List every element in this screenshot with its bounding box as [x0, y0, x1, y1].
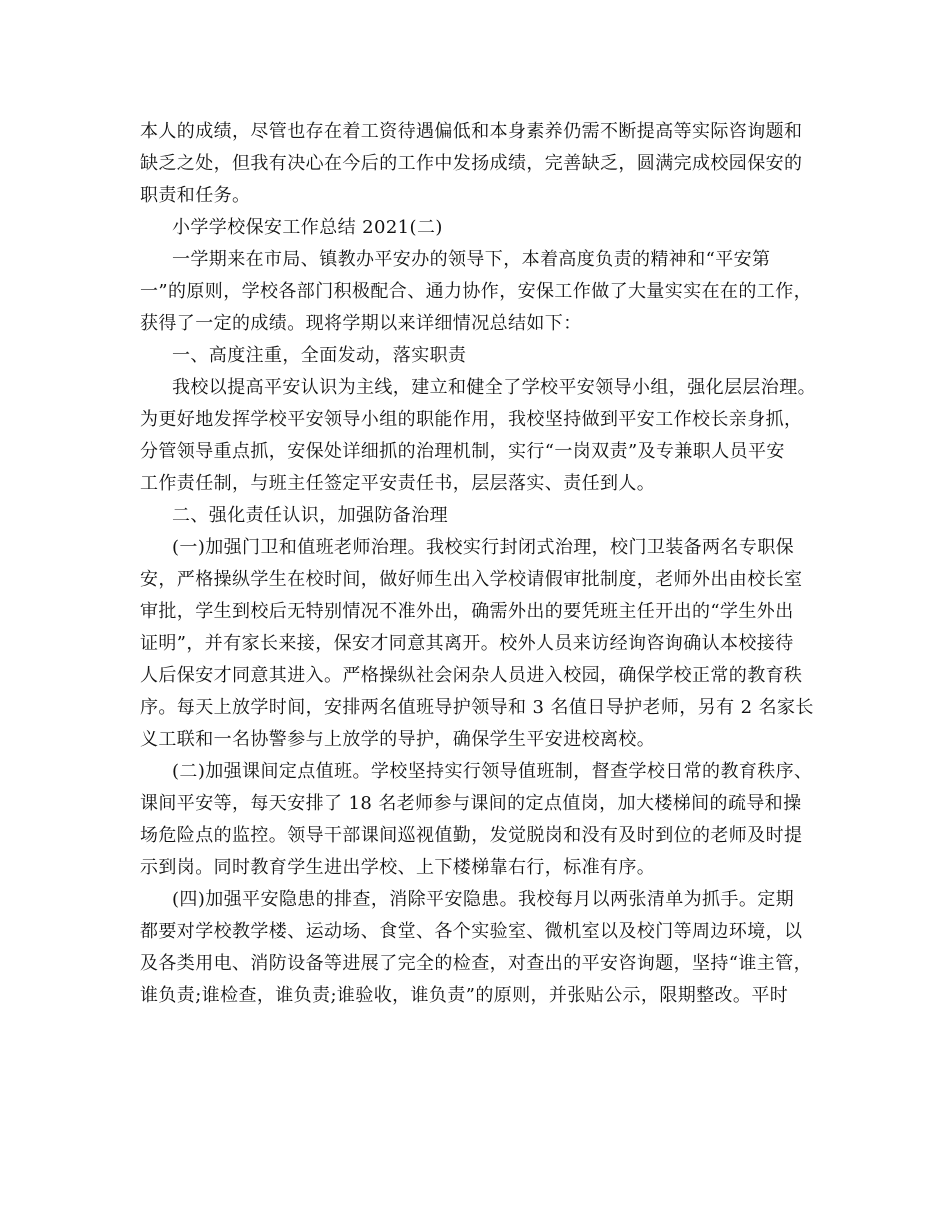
text-line: 一”的原则，学校各部门积极配合、通力协作，安保工作做了大量实实在在的工作， — [140, 281, 812, 302]
text-line: 示到岗。同时教育学生进出学校、上下楼梯靠右行，标准有序。 — [140, 857, 656, 878]
text-line: 一、高度注重，全面发动，落实职责 — [172, 345, 467, 366]
text-line: 证明”，并有家长来接，保安才同意其离开。校外人员来访经询咨询确认本校接待 — [140, 633, 794, 654]
text-line: (二)加强课间定点值班。学校坚持实行领导值班制，督查学校日常的教育秩序、 — [172, 761, 813, 782]
text-line: 获得了一定的成绩。现将学期以来详细情况总结如下： — [140, 313, 582, 334]
text-line: 我校以提高平安认识为主线，建立和健全了学校平安领导小组，强化层层治理。 — [172, 377, 816, 398]
text-line: 工作责任制，与班主任签定平安责任书，层层落实、责任到人。 — [140, 473, 656, 494]
text-line: 谁负责;谁检查，谁负责;谁验收，谁负责”的原则，并张贴公示，限期整改。平时 — [140, 985, 789, 1006]
text-line: 审批，学生到校后无特别情况不准外出，确需外出的要凭班主任开出的“学生外出 — [140, 601, 794, 622]
text-line: 分管领导重点抓，安保处详细抓的治理机制，实行“一岗双责”及专兼职人员平安 — [140, 441, 785, 462]
text-line: 义工联和一名协警参与上放学的导护，确保学生平安进校离校。 — [140, 729, 656, 750]
text-line: 缺乏之处，但我有决心在今后的工作中发扬成绩，完善缺乏，圆满完成校园保安的 — [140, 153, 803, 174]
text-line: 课间平安等，每天安排了 18 名老师参与课间的定点值岗，加大楼梯间的疏导和操 — [140, 793, 802, 814]
text-line: 为更好地发挥学校平安领导小组的职能作用，我校坚持做到平安工作校长亲身抓， — [140, 409, 803, 430]
text-line: 小学学校保安工作总结 2021(二) — [172, 217, 443, 238]
text-line: 场危险点的监控。领导干部课间巡视值勤，发觉脱岗和没有及时到位的老师及时提 — [140, 825, 803, 846]
text-line: (四)加强平安隐患的排查，消除平安隐患。我校每月以两张清单为抓手。定期 — [172, 889, 795, 910]
text-line: 序。每天上放学时间，安排两名值班导护领导和 3 名值日导护老师，另有 2 名家长 — [140, 697, 814, 718]
text-line: 及各类用电、消防设备等进展了完全的检查，对查出的平安咨询题，坚持“谁主管， — [140, 953, 812, 974]
text-line: 人后保安才同意其进入。严格操纵社会闲杂人员进入校园，确保学校正常的教育秩 — [140, 665, 803, 686]
text-line: 一学期来在市局、镇教办平安办的领导下，本着高度负责的精神和“平安第 — [172, 249, 771, 270]
text-line: 安，严格操纵学生在校时间，做好师生出入学校请假审批制度，老师外出由校长室 — [140, 569, 803, 590]
document-body — [140, 116, 820, 1012]
text-line: 都要对学校教学楼、运动场、食堂、各个实验室、微机室以及校门等周边环境，以 — [140, 921, 803, 942]
text-line: 职责和任务。 — [140, 185, 251, 206]
text-line: 二、强化责任认识，加强防备治理 — [172, 505, 448, 526]
text-line: 本人的成绩，尽管也存在着工资待遇偏低和本身素养仍需不断提高等实际咨询题和 — [140, 121, 803, 142]
text-line: (一)加强门卫和值班老师治理。我校实行封闭式治理，校门卫装备两名专职保 — [172, 537, 795, 558]
